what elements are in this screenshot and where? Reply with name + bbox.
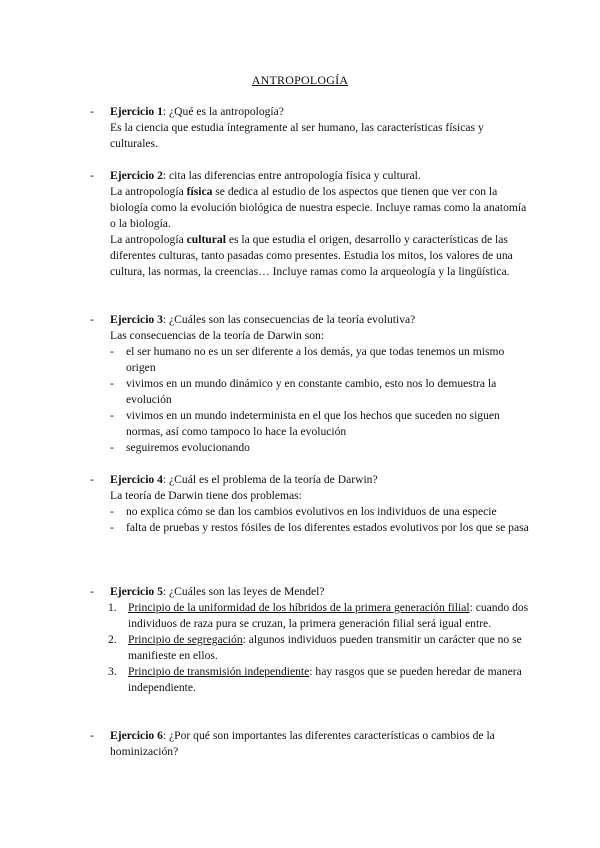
- exercise-6-label: Ejercicio 6: [110, 729, 163, 742]
- exercise-3-intro: Las consecuencias de la teoría de Darwin son:: [110, 329, 325, 342]
- exercise-3-label: Ejercicio 3: [110, 313, 163, 326]
- exercise-1-question: Ejercicio 1: ¿Qué es la antropología?: [110, 105, 284, 118]
- exercise-2: [90, 168, 530, 280]
- exercise-4-list: [90, 504, 530, 536]
- exercise-1-answer: Es la ciencia que estudia íntegramente al ser humano, las características físicas y culturales.: [110, 121, 484, 150]
- exercise-4: [90, 472, 530, 536]
- exercise-5-question: Ejercicio 5: ¿Cuáles son las leyes de Mendel?: [110, 585, 325, 598]
- list-dash: -: [90, 729, 94, 742]
- list-dash: -: [90, 585, 94, 598]
- list-item: - seguiremos evolucionando: [110, 441, 250, 454]
- list-item: - no explica cómo se dan los cambios evolutivos en los individuos de una especie: [110, 505, 497, 518]
- exercise-3: [90, 312, 530, 456]
- list-item: - vivimos en un mundo indeterminista en el que los hechos que suceden no siguen normas, así como tampoco lo hace la evolución: [110, 409, 500, 438]
- list-item: - vivimos en un mundo dinámico y en constante cambio, esto nos lo demuestra la evolución: [110, 377, 497, 406]
- page-title: ANTROPOLOGÍA: [251, 73, 349, 87]
- list-dash: -: [90, 473, 94, 486]
- list-item: 1. Principio de la uniformidad de los híbridos de la primera generación filial: cuando dos individuos de raza pura se cruzan, la primera generación filial será igual entre.: [108, 601, 529, 630]
- exercise-1-label: Ejercicio 1: [110, 105, 163, 118]
- exercise-4-intro: La teoría de Darwin tiene dos problemas:: [110, 489, 302, 502]
- exercise-5: [90, 584, 530, 696]
- exercise-2-physical-paragraph: La antropología física se dedica al estudio de los aspectos que tienen que ver con la biología como la evolución biológica de nuestra especie. Incluye ramas como la anatomía o la biología.: [110, 185, 527, 230]
- list-dash: -: [90, 169, 94, 182]
- mendel-laws-list: [90, 600, 530, 696]
- list-item: - el ser humano no es un ser diferente a los demás, ya que todas tenemos un mismo origen: [110, 345, 505, 374]
- exercise-6: [90, 728, 530, 760]
- exercise-3-question: Ejercicio 3: ¿Cuáles son las consecuencias de la teoría evolutiva?: [110, 313, 416, 326]
- exercise-2-question: Ejercicio 2: cita las diferencias entre antropología física y cultural.: [110, 169, 421, 182]
- list-dash: -: [90, 313, 94, 326]
- exercise-2-label: Ejercicio 2: [110, 169, 163, 182]
- list-item: - falta de pruebas y restos fósiles de los diferentes estados evolutivos por los que se pasa: [110, 521, 529, 534]
- exercise-1: [90, 104, 530, 152]
- exercise-4-question: Ejercicio 4: ¿Cuál es el problema de la teoría de Darwin?: [110, 473, 378, 486]
- list-item: 2. Principio de segregación: algunos individuos pueden transmitir un carácter que no se manifieste en ellos.: [108, 633, 522, 662]
- exercise-4-label: Ejercicio 4: [110, 473, 163, 486]
- list-dash: -: [90, 105, 94, 118]
- list-item: 3. Principio de transmisión independiente: hay rasgos que se pueden heredar de manera independiente.: [108, 665, 522, 694]
- exercise-3-list: [90, 344, 530, 456]
- exercise-6-question: Ejercicio 6: ¿Por qué son importantes las diferentes características o cambios de la hominización?: [110, 729, 495, 758]
- exercise-5-label: Ejercicio 5: [110, 585, 163, 598]
- exercise-2-cultural-paragraph: La antropología cultural es la que estudia el origen, desarrollo y características de las diferentes culturas, tanto pasadas como presentes. Estudia los mitos, los valores de una cultura, las normas, la creencias… Incluye ramas como la arqueología y la lingüística.: [110, 233, 513, 278]
